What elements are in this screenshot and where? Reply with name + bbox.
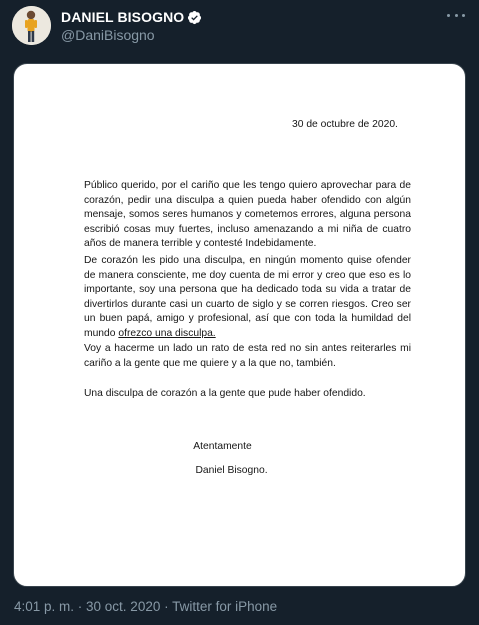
tweet-timestamp-source[interactable]: 4:01 p. m. · 30 oct. 2020 · Twitter for iPhone [14,599,278,614]
letter-paragraph-3: Voy a hacerme un lado un rato de esta red no sin antes reiterarles mi cariño a la gente que me quiere y a la que no, también. [84,343,411,369]
display-name[interactable]: DANIEL BISOGNO [61,9,185,25]
avatar[interactable] [12,6,51,45]
more-options-icon[interactable] [447,8,465,22]
more-dot [447,14,450,17]
letter-signature: Daniel Bisogno. [195,465,268,476]
verified-badge-icon [187,10,202,25]
letter-paragraph-4: Una disculpa de corazón a la gente que pude haber ofendido. [84,388,366,399]
tweet-header [12,6,467,46]
name-row [61,8,202,26]
avatar-image [12,6,51,45]
letter-paragraph-1: Público querido, por el cariño que les tengo quiero aprovechar para de corazón, pedir una disculpa a quien pueda haber ofendido con algún mensaje, somos seres humanos y cometemos errores, alguna persona escribió cosas muy fuertes, incluso amenazando a mi niña de cuatro años de manera terrible y contesté Indebidamente. [84,180,411,250]
letter-paragraph-2-underlined: ofrezco una disculpa. [118,327,216,339]
letter-date: 30 de octubre de 2020. [292,119,398,130]
letter-closing: Atentamente [193,441,252,452]
tweet-media-image[interactable] [13,63,466,587]
letter-paragraph-2-text: De corazón les pido una disculpa, en ningún momento quise ofender de manera consciente, me doy cuenta de mi error y creo que eso es lo importante, soy una persona que ha dedicado toda su vida a tratar de divertirlos durante casi un cuarto de siglo y se corren riesgos. Creo ser un buen papá, amigo y profesional, así que con toda la humildad del mundo [84,255,411,339]
user-handle[interactable]: @DaniBisogno [61,27,155,43]
more-dot [455,14,458,17]
letter-paragraph-2 [84,254,411,342]
more-dot [462,14,465,17]
